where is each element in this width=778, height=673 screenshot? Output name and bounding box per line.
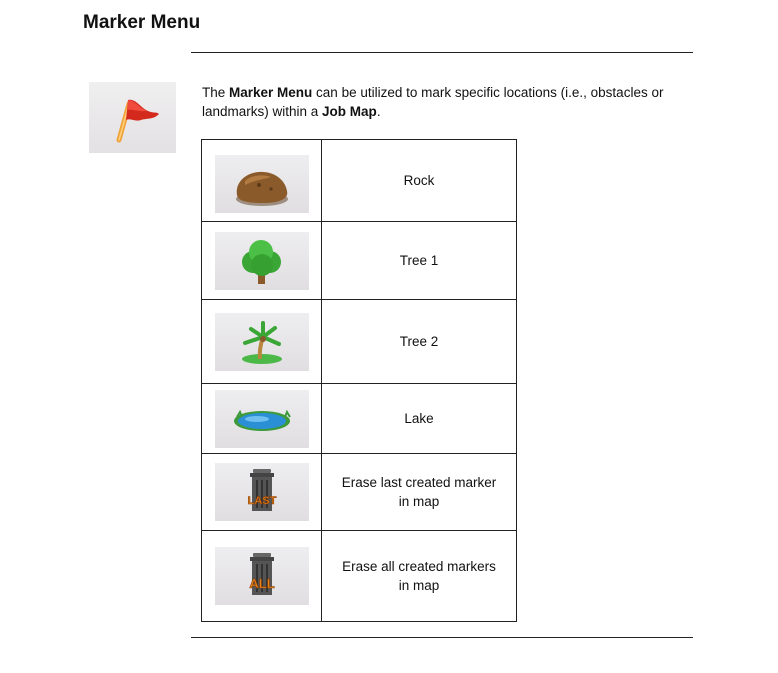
- svg-text:ALL: ALL: [249, 576, 275, 591]
- intro-bold-term: Job Map: [322, 104, 377, 119]
- page-title: Marker Menu: [83, 12, 201, 33]
- marker-row: [202, 140, 517, 222]
- marker-button[interactable]: [215, 463, 309, 521]
- marker-label: Tree 2: [322, 300, 517, 384]
- red-flag-icon: [89, 82, 176, 153]
- marker-button[interactable]: [215, 232, 309, 290]
- marker-label: Erase last created marker in map: [322, 454, 517, 531]
- marker-table: [201, 139, 517, 622]
- marker-button[interactable]: [215, 390, 309, 448]
- marker-icon-cell: [202, 384, 322, 454]
- marker-label: Erase all created markers in map: [322, 531, 517, 622]
- tree-2-icon: [215, 313, 309, 371]
- marker-row: [202, 222, 517, 300]
- marker-button[interactable]: [215, 155, 309, 213]
- marker-menu-button[interactable]: [89, 82, 176, 153]
- rock-icon: [215, 155, 309, 213]
- marker-row: [202, 384, 517, 454]
- intro-text: can be utilized to mark specific locations (i.e., obstacles or landmarks) within a: [202, 85, 664, 119]
- intro-text: The: [202, 85, 230, 100]
- marker-label: Rock: [322, 140, 517, 222]
- bottom-divider: [191, 637, 693, 638]
- marker-icon-cell: [202, 531, 322, 622]
- marker-icon-cell: [202, 300, 322, 384]
- marker-label: Lake: [322, 384, 517, 454]
- lake-icon: [215, 390, 309, 448]
- marker-row: [202, 454, 517, 531]
- intro-text: .: [376, 104, 381, 119]
- intro-bold-term: Marker Menu: [229, 85, 313, 100]
- marker-button[interactable]: [215, 547, 309, 605]
- marker-icon-cell: [202, 454, 322, 531]
- erase-last-icon: [215, 463, 309, 521]
- top-divider: [191, 52, 693, 53]
- marker-row: [202, 531, 517, 622]
- marker-icon-cell: [202, 140, 322, 222]
- intro-paragraph: [202, 83, 682, 121]
- marker-icon-cell: [202, 222, 322, 300]
- svg-text:LAST: LAST: [247, 495, 277, 507]
- erase-all-icon: [215, 547, 309, 605]
- marker-button[interactable]: [215, 313, 309, 371]
- marker-row: [202, 300, 517, 384]
- tree-1-icon: [215, 232, 309, 290]
- marker-label: Tree 1: [322, 222, 517, 300]
